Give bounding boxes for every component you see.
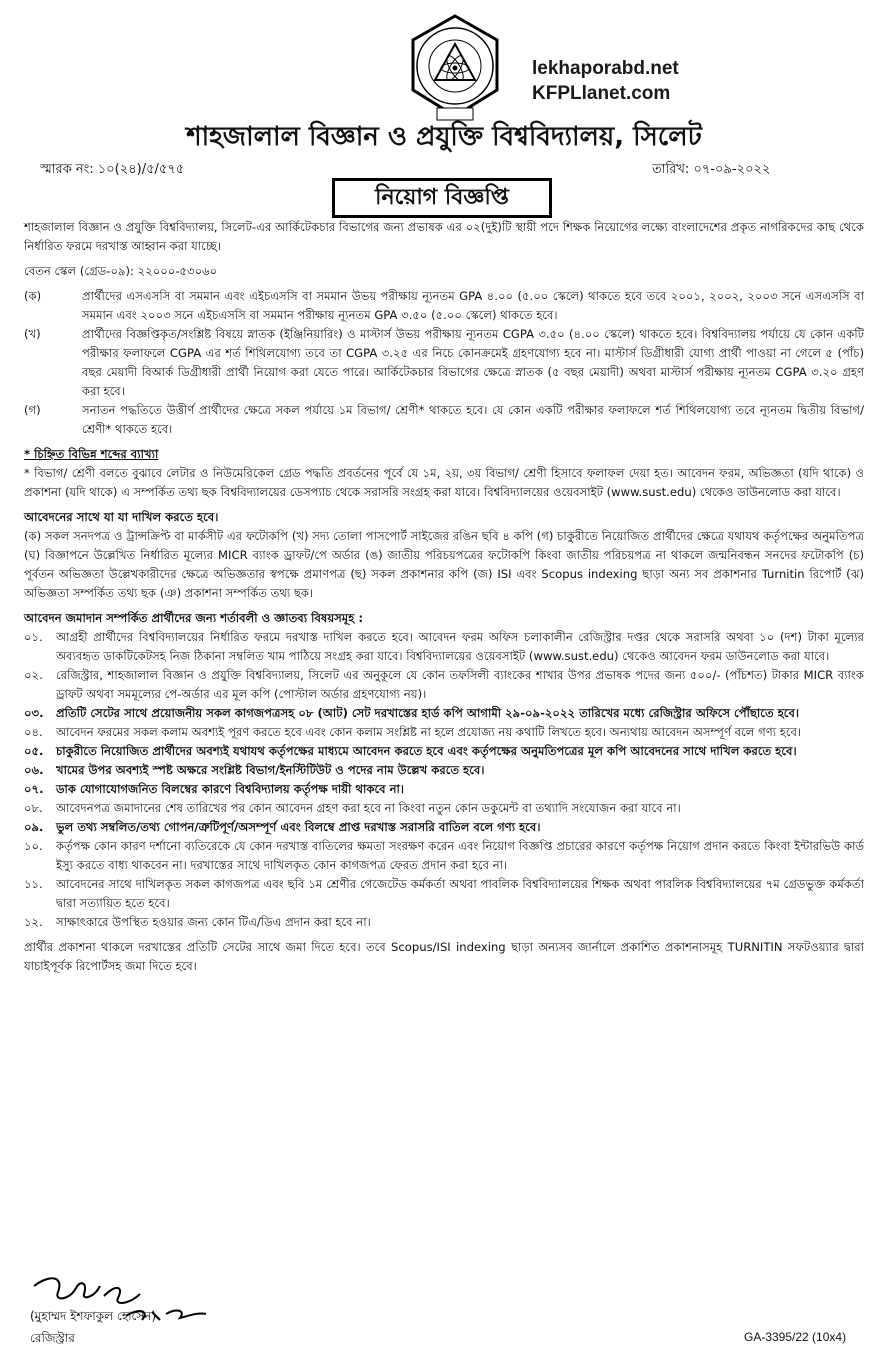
condition-text: চাকুরীতে নিয়োজিত প্রার্থীদের অবশ্যই যথাযথ কর্তৃপক্ষের মাধ্যমে আবেদন করতে হবে এবং কর্তৃপক্ষের অনুমতিপত্রের মূল কপি আবেদনের সাথে দাখিল করতে হবে। xyxy=(56,744,797,758)
memo-number: স্মারক নং: ১০(২৪)/৫/৫৭৫ xyxy=(40,162,185,177)
condition-text: প্রতিটি সেটের সাথে প্রয়োজনীয় সকল কাগজপত্রসহ ০৮ (আট) সেট দরখাস্তের হার্ড কপি আগামী ২৯-০৯-২০২২ তারিখের মধ্যে রেজিস্ট্রার অফিসে পৌঁছাতে হবে। xyxy=(56,706,800,720)
qualification-mark: (ক) xyxy=(24,289,42,303)
reference-code: GA-3395/22 (10x4) xyxy=(744,1330,847,1344)
condition-text: খামের উপর অবশ্যই স্পষ্ট অক্ষরে সংশ্লিষ্ট বিভাগ/ইনস্টিটিউট ও পদের নাম উল্লেখ করতে হবে। xyxy=(56,763,485,777)
condition-number: ০৪. xyxy=(24,725,43,739)
qualification-text: প্রার্থীদের বিজ্ঞপ্তিকৃত/সংশ্লিষ্ট বিষয়ে স্নাতক (ইঞ্জিনিয়ারিং) ও মাস্টার্স উভয় পরীক্ষায় ন্যূনতম CGPA ৩.৫০ (৪.০০ স্কেলে) থাকতে হবে। বিশ্ববিদ্যালয় পর্যায়ে যে কোন একটি পরীক্ষার ফলাফলে CGPA এর শর্ত শিথিলযোগ্য তবে তা CGPA ৩.২৫ এর নিচে কোনক্রমেই গ্রহণযোগ্য হবে না। মাস্টার্স ডিগ্রীধারী যোগ্য প্রার্থী পাওয়া না গেলে ৫ (পাঁচ) বছর মেয়াদী বিআর্ক ডিগ্রীধারী প্রার্থী নিয়োগ করা যেতে পারে। আর্কিটেকচার বিভাগের ক্ষেত্রে স্নাতক (৫ বছর মেয়াদী) অথবা মাস্টার্স পরীক্ষায় ন্যূনতম CGPA ৩.২০ গ্রহণ করা হবে। xyxy=(82,327,864,398)
condition-number: ০৮. xyxy=(24,801,43,815)
university-name: শাহজালাল বিজ্ঞান ও প্রযুক্তি বিশ্ববিদ্যালয়, সিলেট xyxy=(186,122,702,152)
condition-text: ভুল তথ্য সম্বলিত/তথ্য গোপন/ত্রুটিপূর্ণ/অসম্পূর্ণ এবং বিলম্বে প্রাপ্ত দরখাস্ত সরাসরি বাতিল বলে গণ্য হবে। xyxy=(56,820,541,834)
notice-date: তারিখ: ০৭-০৯-২০২২ xyxy=(652,162,771,177)
condition-number: ০৯. xyxy=(24,820,44,834)
attachments-heading: আবেদনের সাথে যা যা দাখিল করতে হবে। xyxy=(24,510,219,524)
condition-item xyxy=(24,666,864,704)
qualification-item xyxy=(24,287,864,325)
condition-text: আবেদনপত্র জমাদানের শেষ তারিখের পর কোন আবেদন গ্রহণ করা হবে না কিংবা নতুন কোন ডকুমেন্ট বা তথ্যাদি সংযোজন করা যাবে না। xyxy=(56,801,681,815)
condition-number: ১২. xyxy=(24,915,43,929)
registrar-title: রেজিস্ট্রার xyxy=(30,1331,75,1345)
condition-text: আবেদনের সাথে দাখিলকৃত সকল কাগজপত্র এবং ছবি ১ম শ্রেণীর গেজেটেড কর্মকর্তা অথবা পাবলিক বিশ্ববিদ্যালয়ের শিক্ষক অথবা পাবলিক বিশ্ববিদ্যালয়ের ৭ম গ্রেডভুক্ত কর্মকর্তা দ্বারা সত্যায়িত হতে হবে। xyxy=(56,877,864,910)
condition-item xyxy=(24,761,864,780)
qualification-text: প্রার্থীদের এসএসসি বা সমমান এবং এইচএসসি বা সমমান উভয় পরীক্ষায় ন্যূনতম GPA ৪.০০ (৫.০০ স্কেলে) থাকতে হবে তবে ২০০১, ২০০২, ২০০৩ সনে এসএসসি বা সমমান এবং ২০০৩ সনে এইচএসসি বা সমমান পরীক্ষায় ন্যূনতম GPA ৩.৫০ (৫.০০ স্কেলে) থাকতে হবে। xyxy=(82,289,864,322)
condition-item xyxy=(24,818,864,837)
condition-item xyxy=(24,704,864,723)
condition-text: কর্তৃপক্ষ কোন কারণ দর্শানো ব্যতিরেকে যে কোন দরখাস্ত বাতিলের ক্ষমতা সংরক্ষণ করেন এবং নিয়োগ বিজ্ঞপ্তি প্রচারের কারণে কর্তৃপক্ষ নিয়োগ প্রদান করতে কিংবা ইন্টারভিউ কার্ড ইস্যু করতে বাধ্য থাকবেন না। দরখাস্তের সাথে দাখিলকৃত কোন কাগজপত্র ফেরত প্রদান করা হবে না। xyxy=(56,839,864,872)
notice-body xyxy=(24,218,864,976)
condition-text: সাক্ষাৎকারে উপস্থিত হওয়ার জন্য কোন টিএ/ডিএ প্রদান করা হবে না। xyxy=(56,915,371,929)
notice-title: নিয়োগ বিজ্ঞপ্তি xyxy=(332,178,552,218)
condition-number: ০৫. xyxy=(24,744,44,758)
definitions-body: * বিভাগ/ শ্রেণী বলতে বুঝাবে লেটার ও নিউমেরিকেল গ্রেড পদ্ধতি প্রবর্তনের পূর্বে যে ১ম, ২য়, ৩য় বিভাগ/ শ্রেণী হিসাবে ফলাফল দেয়া হত। আবেদন ফরম, অভিজ্ঞতা (যদি থাকে) ও প্রকাশনা (যদি থাকে) এ সম্পর্কিত তথ্য ছক বিশ্ববিদ্যালয়ের ডেসপ্যাচ থেকে সরাসরি সংগ্রহ করা যাবে। বিশ্ববিদ্যালয়ের ওয়েবসাইট (www.sust.edu) থেকেও ডাউনলোড করা যাবে। xyxy=(24,466,864,499)
condition-item xyxy=(24,742,864,761)
condition-item xyxy=(24,799,864,818)
condition-item xyxy=(24,723,864,742)
watermark-line-1: lekhaporabd.net xyxy=(532,58,679,79)
registrar-name: (মুহাম্মদ ইশফাকুল হোসেন) xyxy=(30,1309,157,1323)
condition-number: ১০. xyxy=(24,839,43,853)
condition-text: আগ্রহী প্রার্থীদের বিশ্ববিদ্যালয়ের নির্ধারিত ফরমে দরখাস্ত দাখিল করতে হবে। আবেদন ফরম অফিস চলাকালীন রেজিস্ট্রার দপ্তর থেকে সরাসরি অথবা ১০ (দশ) টাকা মূল্যের অব্যবহৃত ডাকটিকেটসহ নিজ ঠিকানা সম্বলিত খাম পাঠিয়ে সংগ্রহ করা যাবে। বিশ্ববিদ্যালয়ের ওয়েবসাইট (www.sust.edu) থেকেও আবেদন ফরম ডাউনলোড করা যাবে। xyxy=(56,630,864,663)
qualification-text: সনাতন পদ্ধতিতে উত্তীর্ণ প্রার্থীদের ক্ষেত্রে সকল পর্যায়ে ১ম বিভাগ/ শ্রেণী* থাকতে হবে। যে কোন একটি পরীক্ষার ফলাফলে শর্ত শিথিলযোগ্য তবে ন্যূনতম দ্বিতীয় বিভাগ/ শ্রেণী* থাকতে হবে। xyxy=(82,403,864,436)
watermark xyxy=(532,56,679,106)
attachments-body: (ক) সকল সনদপত্র ও ট্রান্সক্রিপ্ট বা মার্কসীট এর ফটোকপি (খ) সদ্য তোলা পাসপোর্ট সাইজের রঙিন ছবি ৪ কপি (গ) চাকুরীতে নিয়োজিত প্রার্থীদের ক্ষেত্রে যথাযথ কর্তৃপক্ষের অনুমতিপত্র (ঘ) বিজ্ঞাপনে উল্লেখিত নির্ধারিত মূল্যের MICR ব্যাংক ড্রাফট/পে অর্ডার (ঙ) জাতীয় পরিচয়পত্রের ফটোকপি কিংবা জাতীয় পরিচয়পত্র না থাকলে জন্মনিবন্ধন সনদের ফটোকপি (চ) পূর্বতন অভিজ্ঞতা উল্লেখকারীদের ক্ষেত্রে অভিজ্ঞতার স্বপক্ষে প্রমাণপত্র (ছ) সকল প্রকাশনার কপি (জ) ISI এবং Scopus indexing ছাড়া অন্য সব প্রকাশনার Turnitin রিপোর্ট (ঝ) অভিজ্ঞতা সম্পর্কিত তথ্য ছক (ঞ) প্রকাশনা সম্পর্কিত তথ্য ছক। xyxy=(24,529,864,600)
condition-number: ০১. xyxy=(24,630,43,644)
watermark-line-2: KFPLlanet.com xyxy=(532,83,671,104)
intro-paragraph: শাহজালাল বিজ্ঞান ও প্রযুক্তি বিশ্ববিদ্যালয়, সিলেট-এর আর্কিটেকচার বিভাগের জন্য প্রভাষক এর ০২(দুই)টি স্থায়ী পদে শিক্ষক নিয়োগের লক্ষ্যে বাংলাদেশের প্রকৃত নাগরিকদের কাছ থেকে নির্ধারিত ফরমে দরখাস্ত আহ্বান করা যাচ্ছে। xyxy=(24,220,864,253)
condition-text: আবেদন ফরমের সকল কলাম অবশ্যই পূরণ করতে হবে এবং কোন কলাম সংশ্লিষ্ট না হলে প্রযোজ্য নয় কথাটি লিখতে হবে। অন্যথায় আবেদন অসম্পূর্ণ বলে গণ্য হবে। xyxy=(56,725,802,739)
condition-item xyxy=(24,875,864,913)
condition-item xyxy=(24,780,864,799)
conditions-heading: আবেদন জমাদান সম্পর্কিত প্রার্থীদের জন্য শর্তাবলী ও জ্ঞাতব্য বিষয়সমূহ : xyxy=(24,611,364,625)
condition-text: ডাক যোগাযোগজনিত বিলম্বের কারণে বিশ্ববিদ্যালয় কর্তৃপক্ষ দায়ী থাকবে না। xyxy=(56,782,405,796)
condition-item xyxy=(24,913,864,932)
qualification-item xyxy=(24,325,864,401)
condition-text: রেজিস্ট্রার, শাহজালাল বিজ্ঞান ও প্রযুক্তি বিশ্ববিদ্যালয়, সিলেট এর অনুকূলে যে কোন তফসিলী ব্যাংকের শাখার উপর প্রভাষক পদের জন্য ৫০০/- (পাঁচশত) টাকার MICR ব্যাংক ড্রাফট অথবা সমমূল্যের পে-অর্ডার এর মূল কপি (পোস্টাল অর্ডার গ্রহণযোগ্য নয়)। xyxy=(56,668,864,701)
definitions-heading: * চিহ্নিত বিভিন্ন শব্দের ব্যাখ্যা xyxy=(24,447,159,461)
condition-number: ১১. xyxy=(24,877,43,891)
qualification-mark: (গ) xyxy=(24,403,41,417)
pay-scale: বেতন স্কেল (গ্রেড-০৯): ২২০০০-৫৩০৬০ xyxy=(24,264,218,278)
condition-item xyxy=(24,628,864,666)
condition-number: ০৬. xyxy=(24,763,44,777)
condition-item xyxy=(24,837,864,875)
condition-number: ০২. xyxy=(24,668,43,682)
publications-note: প্রার্থীর প্রকাশনা থাকলে দরখাস্তের প্রতিটি সেটের সাথে জমা দিতে হবে। তবে Scopus/ISI indexing ছাড়া অন্যসব জার্নালে প্রকাশিত প্রকাশনাসমূহ TURNITIN সফটওয়্যার দ্বারা যাচাইপূর্বক রিপোর্টসহ জমা দিতে হবে। xyxy=(24,940,864,973)
university-logo xyxy=(397,12,513,124)
qualification-mark: (খ) xyxy=(24,327,41,341)
qualification-item xyxy=(24,401,864,439)
condition-number: ০৩. xyxy=(24,706,44,720)
condition-number: ০৭. xyxy=(24,782,44,796)
